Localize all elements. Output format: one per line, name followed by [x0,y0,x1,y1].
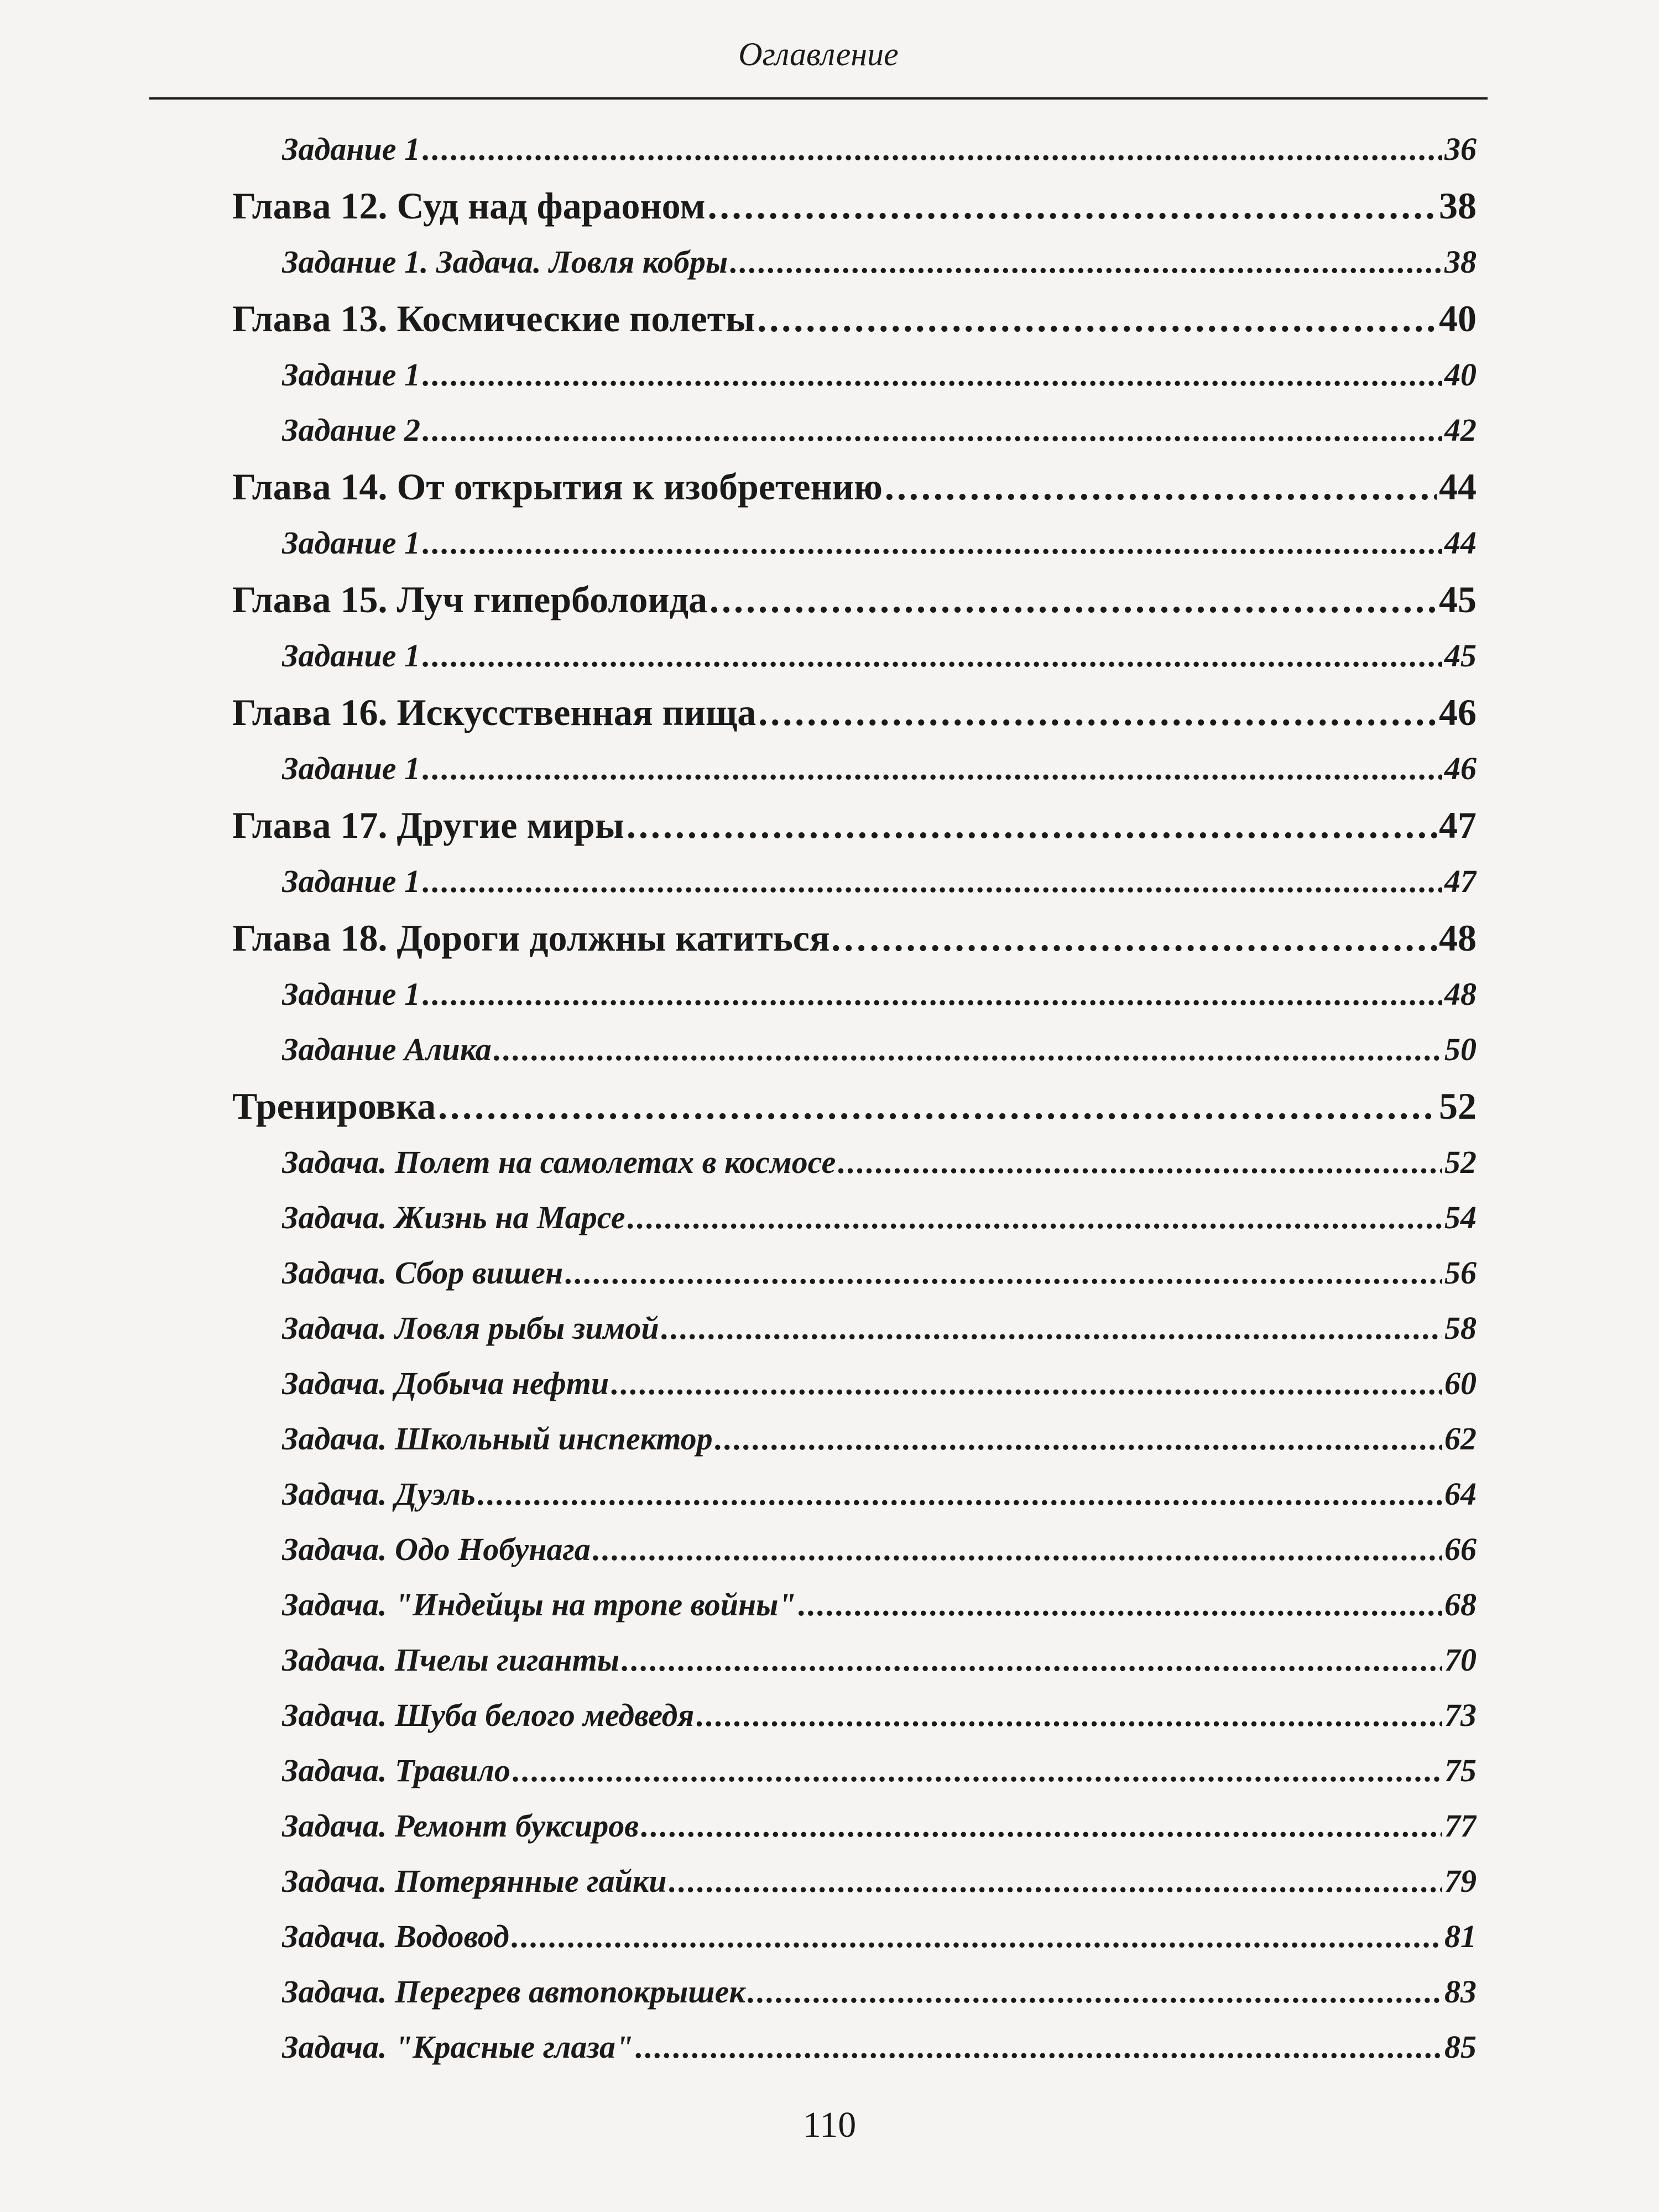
toc-chapter-entry [232,1077,1477,1135]
toc-task-entry [282,122,1477,177]
page-number: 110 [802,2105,857,2145]
toc-entry-page: 85 [1444,2029,1477,2065]
dot-leader [715,1411,1442,1467]
toc-entry-page: 44 [1439,466,1477,508]
toc-entry-label: Задача. Ловля рыбы зимой [282,1310,659,1346]
toc-task-entry [282,1798,1477,1854]
toc-chapter-entry [232,909,1477,967]
toc-entry-page: 79 [1444,1863,1477,1899]
dot-leader [799,1577,1442,1632]
toc-entry-label: Задание 1 [282,638,420,674]
toc-entry-label: Глава 15. Луч гиперболоида [232,578,707,620]
toc-entry-page: 38 [1439,185,1477,227]
toc-entry-page: 47 [1439,804,1477,846]
dot-leader [422,967,1442,1022]
toc-chapter-entry [232,571,1477,628]
toc-entry-label: Глава 14. От открытия к изобретению [232,466,883,508]
toc-chapter-entry [232,684,1477,741]
toc-chapter-entry [232,458,1477,515]
toc-entry-label: Задача. Жизнь на Марсе [282,1199,625,1235]
toc-entry-page: 45 [1439,578,1477,620]
toc-entry-page: 44 [1444,525,1477,561]
toc-task-entry [282,741,1477,796]
toc-chapter-entry [232,796,1477,854]
toc-task-entry [282,967,1477,1022]
header-title: Оглавление [738,36,899,72]
dot-leader [627,1190,1442,1245]
toc-entry-page: 42 [1444,412,1477,448]
toc-entry-page: 62 [1444,1421,1477,1457]
toc-task-entry [282,1632,1477,1688]
dot-leader [838,1135,1442,1190]
toc-entry-page: 52 [1439,1085,1477,1127]
toc-entry-label: Задание 1 [282,131,420,167]
dot-leader [641,1798,1442,1854]
toc-task-entry [282,1411,1477,1467]
toc-entry-label: Задача. Травило [282,1752,510,1788]
toc-task-entry [282,515,1477,571]
toc-task-entry [282,1245,1477,1301]
toc-entry-page: 47 [1444,863,1477,899]
toc-entry-label: Задание Алика [282,1031,492,1067]
toc-entry-page: 40 [1439,298,1477,340]
toc-entry-page: 70 [1444,1642,1477,1678]
dot-leader [870,909,1437,967]
dot-leader [696,1688,1442,1743]
toc-entry-label: Глава 12. Суд над фараоном [232,185,706,227]
toc-chapter-entry [232,290,1477,347]
toc-entry-page: 83 [1444,1974,1477,2010]
toc-task-entry [282,1522,1477,1577]
table-of-contents [232,122,1477,2075]
dot-leader [494,1022,1442,1077]
toc-entry-page: 81 [1444,1918,1477,1954]
dot-leader [422,403,1442,458]
toc-task-entry [282,1964,1477,2020]
toc-chapter-entry [232,177,1477,234]
toc-entry-page: 36 [1444,131,1477,167]
toc-task-entry [282,628,1477,684]
toc-task-entry [282,1688,1477,1743]
toc-task-entry [282,1577,1477,1632]
toc-entry-page: 48 [1444,976,1477,1012]
toc-entry-label: Задача. Добыча нефти [282,1365,609,1401]
dot-leader [627,796,1437,854]
toc-entry-page: 50 [1444,1031,1477,1067]
dot-leader [422,628,1442,684]
toc-task-entry [282,1356,1477,1411]
toc-entry-label: Задача. "Индейцы на тропе войны" [282,1587,796,1623]
toc-task-entry [282,1909,1477,1964]
toc-entry-label: Задача. Шуба белого медведя [282,1697,695,1733]
toc-entry-label: Задание 2 [282,412,420,448]
toc-entry-page: 64 [1444,1476,1477,1512]
toc-entry-label: Глава 16. Искусственная пища [232,691,757,733]
toc-task-entry [282,1743,1477,1798]
toc-task-entry [282,1301,1477,1356]
dot-leader [512,1909,1442,1964]
dot-leader [422,741,1442,796]
dot-leader [661,1301,1442,1356]
toc-entry-label: Задача. Потерянные гайки [282,1863,667,1899]
dot-leader [565,1245,1442,1301]
toc-entry-page: 46 [1439,691,1477,733]
toc-entry-page: 56 [1444,1255,1477,1291]
toc-task-entry [282,1854,1477,1909]
toc-entry-label: Задача. Одо Нобунага [282,1531,591,1567]
toc-entry-page: 68 [1444,1587,1477,1623]
dot-leader [478,1467,1442,1522]
toc-entry-label: Тренировка [232,1085,436,1127]
toc-entry-label: Задание 1 [282,525,420,561]
toc-task-entry [282,403,1477,458]
dot-leader [422,122,1442,177]
toc-entry-page: 40 [1444,357,1477,393]
dot-leader [422,347,1442,403]
dot-leader [757,290,1437,347]
toc-entry-page: 66 [1444,1531,1477,1567]
dot-leader [635,2020,1442,2075]
dot-leader [422,515,1442,571]
toc-task-entry [282,854,1477,909]
toc-task-entry [282,347,1477,403]
toc-entry-label: Задача. Сбор вишен [282,1255,564,1291]
toc-entry-label: Задача. Ремонт буксиров [282,1808,639,1844]
dot-leader [730,234,1442,290]
toc-entry-label: Задача. "Красные глаза" [282,2029,634,2065]
toc-entry-label: Задача. Дуэль [282,1476,476,1512]
toc-entry-label: Глава 13. Космические полеты [232,298,755,340]
running-header [149,0,1488,100]
dot-leader [748,1964,1442,2020]
toc-task-entry [282,234,1477,290]
dot-leader [611,1356,1442,1411]
toc-entry-label: Задание 1 [282,750,420,786]
toc-task-entry [282,2020,1477,2075]
toc-entry-label: Задача. Перегрев автопокрышек [282,1974,745,2010]
dot-leader [708,177,1437,234]
dot-leader [593,1522,1442,1577]
toc-entry-page: 73 [1444,1697,1477,1733]
toc-entry-label: Задача. Водовод [282,1918,509,1954]
dot-leader [622,1632,1442,1688]
dot-leader [422,854,1442,909]
toc-entry-page: 38 [1444,244,1477,280]
dot-leader [885,458,1437,515]
toc-entry-label: Задача. Школьный инспектор [282,1421,713,1457]
toc-entry-page: 52 [1444,1144,1477,1180]
dot-leader [669,1854,1443,1909]
toc-task-entry [282,1135,1477,1190]
toc-entry-page: 77 [1444,1808,1477,1844]
toc-task-entry [282,1022,1477,1077]
toc-entry-label: Задание 1 [282,976,420,1012]
dot-leader [709,571,1437,628]
toc-entry-page: 60 [1444,1365,1477,1401]
dot-leader [758,684,1437,741]
toc-entry-page: 46 [1444,750,1477,786]
toc-task-entry [282,1467,1477,1522]
dot-leader [438,1077,1437,1135]
toc-entry-page: 45 [1444,638,1477,674]
toc-entry-label: Задание 1 [282,863,420,899]
toc-entry-page: 58 [1444,1310,1477,1346]
toc-entry-label: Задание 1 [282,357,420,393]
dot-leader [513,1743,1442,1798]
toc-entry-page: 75 [1444,1752,1477,1788]
toc-entry-page: 54 [1444,1199,1477,1235]
toc-entry-label: Задание 1. Задача. Ловля кобры [282,244,728,280]
toc-task-entry [282,1190,1477,1245]
toc-entry-label: Задача. Пчелы гиганты [282,1642,619,1678]
toc-entry-label: Глава 18. Дороги должны катиться… [232,917,868,959]
toc-entry-label: Глава 17. Другие миры [232,804,624,846]
toc-entry-label: Задача. Полет на самолетах в космосе [282,1144,836,1180]
toc-entry-page: 48 [1439,917,1477,959]
